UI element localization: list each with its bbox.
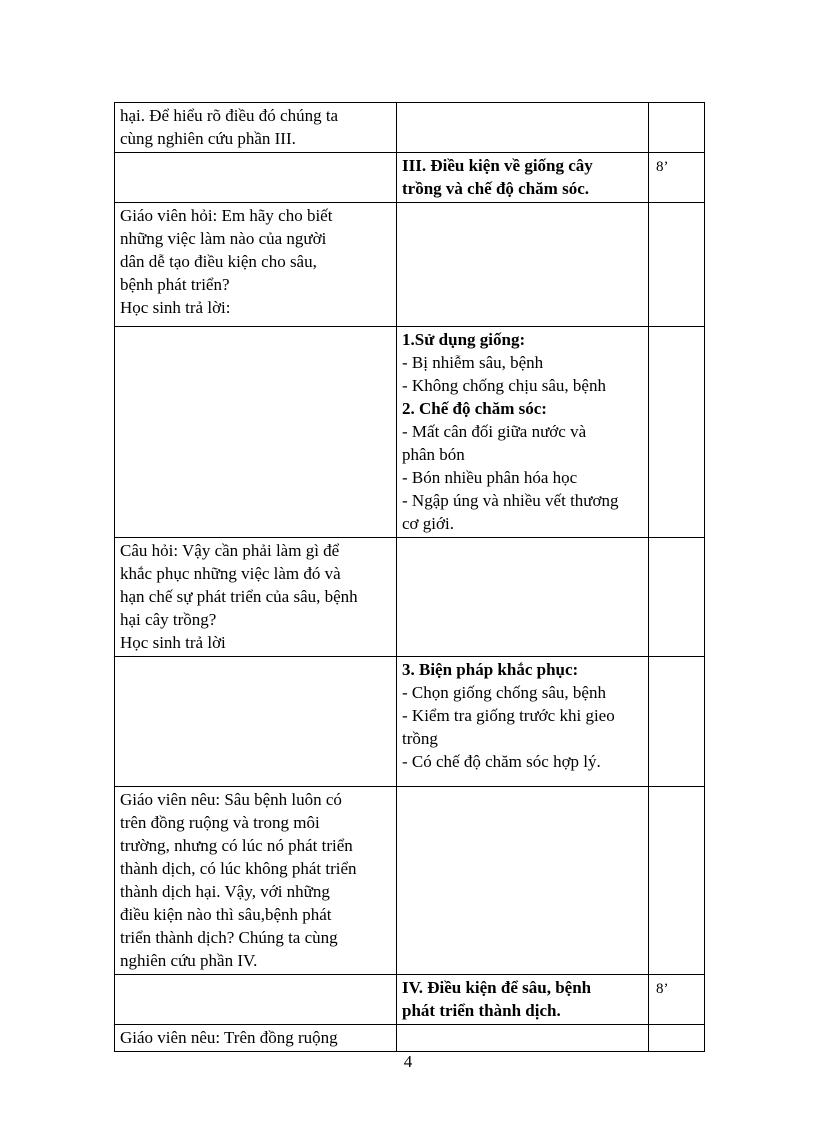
content-line: - Kiểm tra giống trước khi gieo xyxy=(402,706,615,725)
time-cell xyxy=(649,975,705,1025)
activity-line: bệnh phát triển? xyxy=(120,275,230,294)
activity-line: điều kiện nào thì sâu,bệnh phát xyxy=(120,905,332,924)
activity-line: Giáo viên nêu: Sâu bệnh luôn có xyxy=(120,790,342,809)
activity-cell xyxy=(115,538,397,657)
activity-line: cùng nghiên cứu phần III. xyxy=(120,129,296,148)
activity-line: nghiên cứu phần IV. xyxy=(120,951,258,970)
content-cell xyxy=(397,657,649,787)
activity-line: Câu hỏi: Vậy cần phải làm gì để xyxy=(120,541,340,560)
content-cell xyxy=(397,203,649,327)
activity-cell xyxy=(115,787,397,975)
table-row xyxy=(115,103,705,153)
content-line: - Có chế độ chăm sóc hợp lý. xyxy=(402,752,601,771)
activity-cell xyxy=(115,327,397,538)
activity-cell xyxy=(115,657,397,787)
table-row xyxy=(115,1025,705,1052)
lesson-plan-table xyxy=(114,102,705,1052)
content-line: phân bón xyxy=(402,445,465,464)
section-heading: IV. Điều kiện để sâu, bệnh xyxy=(402,978,592,997)
activity-line: Học sinh trả lời: xyxy=(120,298,231,317)
activity-line: những việc làm nào của người xyxy=(120,229,327,248)
activity-line: triển thành dịch? Chúng ta cùng xyxy=(120,928,338,947)
content-line: trồng xyxy=(402,729,438,748)
activity-cell xyxy=(115,103,397,153)
time-cell xyxy=(649,153,705,203)
time-cell xyxy=(649,657,705,787)
activity-cell xyxy=(115,1025,397,1052)
content-cell xyxy=(397,153,649,203)
activity-line: hại cây trồng? xyxy=(120,610,217,629)
table-row xyxy=(115,975,705,1025)
table-row xyxy=(115,787,705,975)
section-heading: trồng và chế độ chăm sóc. xyxy=(402,179,589,198)
section-heading: 3. Biện pháp khắc phục: xyxy=(402,660,579,679)
content-line: - Mất cân đối giữa nước và xyxy=(402,422,587,441)
section-heading: 1.Sử dụng giống: xyxy=(402,330,526,349)
activity-line: Giáo viên nêu: Trên đồng ruộng xyxy=(120,1028,338,1047)
activity-line: khắc phục những việc làm đó và xyxy=(120,564,341,583)
section-heading: 2. Chế độ chăm sóc: xyxy=(402,399,547,418)
table-row xyxy=(115,203,705,327)
time-cell xyxy=(649,1025,705,1052)
activity-line: thành dịch hại. Vậy, với những xyxy=(120,882,330,901)
content-cell xyxy=(397,327,649,538)
content-line: - Bị nhiễm sâu, bệnh xyxy=(402,353,544,372)
section-heading: III. Điều kiện về giống cây xyxy=(402,156,593,175)
activity-cell xyxy=(115,203,397,327)
content-line: - Ngập úng và nhiều vết thương xyxy=(402,491,619,510)
activity-line: hạn chế sự phát triển của sâu, bệnh xyxy=(120,587,358,606)
content-cell xyxy=(397,787,649,975)
time-cell xyxy=(649,103,705,153)
activity-cell xyxy=(115,975,397,1025)
activity-cell xyxy=(115,153,397,203)
activity-line: trên đồng ruộng và trong môi xyxy=(120,813,320,832)
content-line: cơ giới. xyxy=(402,514,454,533)
activity-line: Giáo viên hỏi: Em hãy cho biết xyxy=(120,206,333,225)
time-value: 8’ xyxy=(656,981,669,997)
table-row xyxy=(115,153,705,203)
content-cell xyxy=(397,538,649,657)
page-number: 4 xyxy=(403,1052,413,1071)
content-cell xyxy=(397,103,649,153)
table-row xyxy=(115,657,705,787)
time-cell xyxy=(649,327,705,538)
time-value: 8’ xyxy=(656,159,669,175)
activity-line: trường, nhưng có lúc nó phát triển xyxy=(120,836,353,855)
activity-line: Học sinh trả lời xyxy=(120,633,226,652)
content-line: - Bón nhiều phân hóa học xyxy=(402,468,578,487)
activity-line: hại. Để hiểu rõ điều đó chúng ta xyxy=(120,106,339,125)
content-line: - Chọn giống chống sâu, bệnh xyxy=(402,683,606,702)
time-cell xyxy=(649,787,705,975)
content-cell xyxy=(397,975,649,1025)
table-row xyxy=(115,327,705,538)
activity-line: thành dịch, có lúc không phát triển xyxy=(120,859,357,878)
time-cell xyxy=(649,203,705,327)
content-cell xyxy=(397,1025,649,1052)
section-heading: phát triển thành dịch. xyxy=(402,1001,561,1020)
time-cell xyxy=(649,538,705,657)
table-row xyxy=(115,538,705,657)
content-line: - Không chống chịu sâu, bệnh xyxy=(402,376,606,395)
activity-line: dân dễ tạo điều kiện cho sâu, xyxy=(120,252,317,271)
